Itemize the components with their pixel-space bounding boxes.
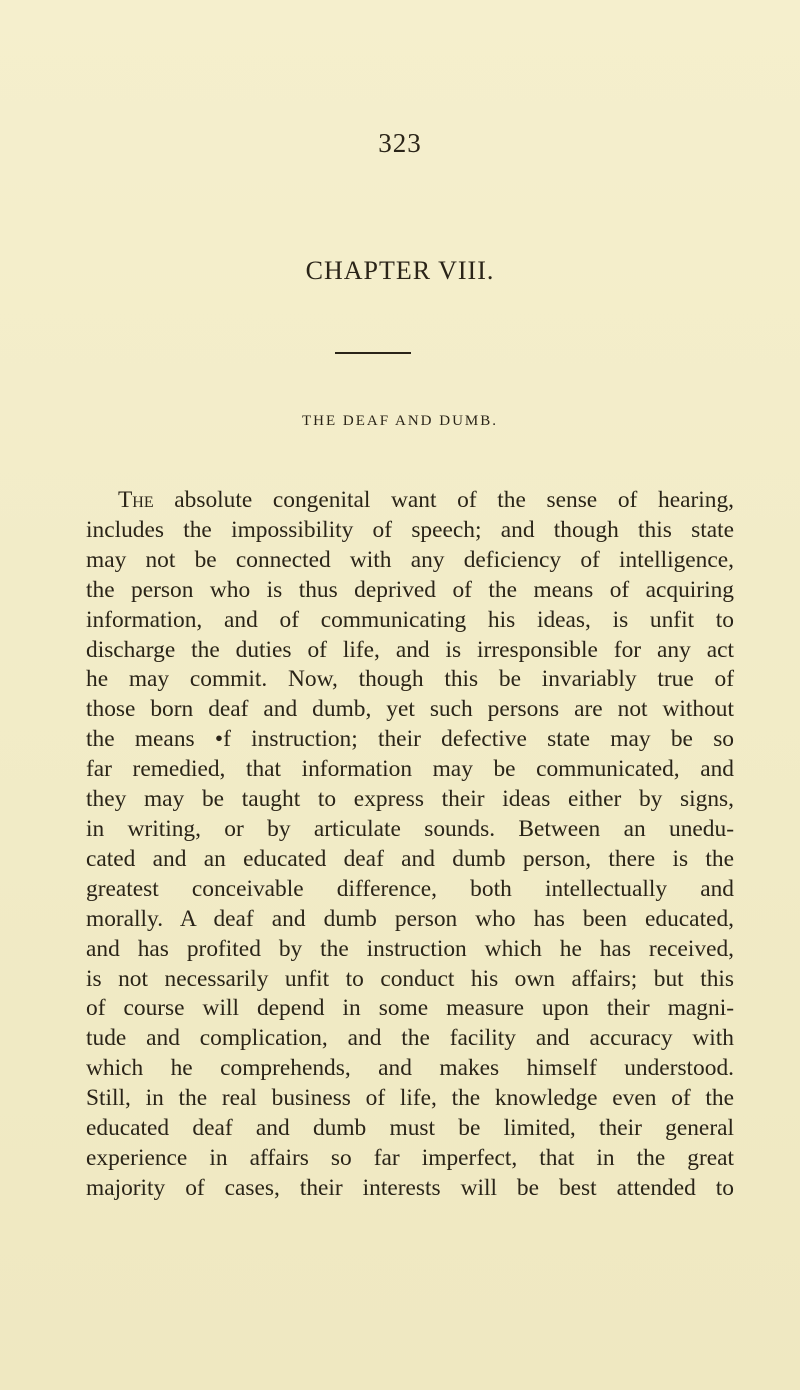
body-line: of course will depend in some measure upon their magni- xyxy=(86,995,734,1022)
body-line: the means •f instruction; their defective state may be so xyxy=(86,726,734,753)
body-line-text: absolute congenital want of the sense of hearing, xyxy=(174,487,734,513)
body-line: greatest conceivable difference, both intellectually and xyxy=(86,875,734,902)
body-line: experience in affairs so far imperfect, that in the great xyxy=(86,1144,734,1171)
body-line: in writing, or by articulate sounds. Between an unedu- xyxy=(86,815,734,842)
body-line: information, and of communicating his ideas, is unfit to xyxy=(86,606,734,633)
opening-word: The xyxy=(118,487,154,513)
body-line: cated and an educated deaf and dumb person, there is the xyxy=(86,845,734,872)
body-line: which he comprehends, and makes himself understood. xyxy=(86,1055,734,1082)
body-line: they may be taught to express their ideas either by signs, xyxy=(86,786,734,813)
body-paragraph xyxy=(86,486,734,1204)
chapter-title: CHAPTER VIII. xyxy=(305,256,495,285)
body-line xyxy=(86,486,734,516)
body-line: majority of cases, their interests will be best attended to xyxy=(86,1174,734,1201)
body-line: may not be connected with any deficiency of intelligence, xyxy=(86,546,734,573)
page-number: 323 xyxy=(378,128,422,158)
body-line: morally. A deaf and dumb person who has been educated, xyxy=(86,905,734,932)
body-line: discharge the duties of life, and is irresponsible for any act xyxy=(86,636,734,663)
body-line: includes the impossibility of speech; and though this state xyxy=(86,516,734,543)
title-divider xyxy=(335,352,411,354)
body-line: he may commit. Now, though this be invariably true of xyxy=(86,666,734,693)
body-line: tude and complication, and the facility and accuracy with xyxy=(86,1025,734,1052)
body-line: Still, in the real business of life, the knowledge even of the xyxy=(86,1085,734,1112)
body-line: is not necessarily unfit to conduct his own affairs; but this xyxy=(86,965,734,992)
body-line: educated deaf and dumb must be limited, their general xyxy=(86,1115,734,1142)
body-line: far remedied, that information may be communicated, and xyxy=(86,756,734,783)
body-line: the person who is thus deprived of the means of acquiring xyxy=(86,576,734,603)
body-line: and has profited by the instruction which he has received, xyxy=(86,935,734,962)
body-line: those born deaf and dumb, yet such persons are not without xyxy=(86,696,734,723)
section-heading: THE DEAF AND DUMB. xyxy=(301,413,498,429)
